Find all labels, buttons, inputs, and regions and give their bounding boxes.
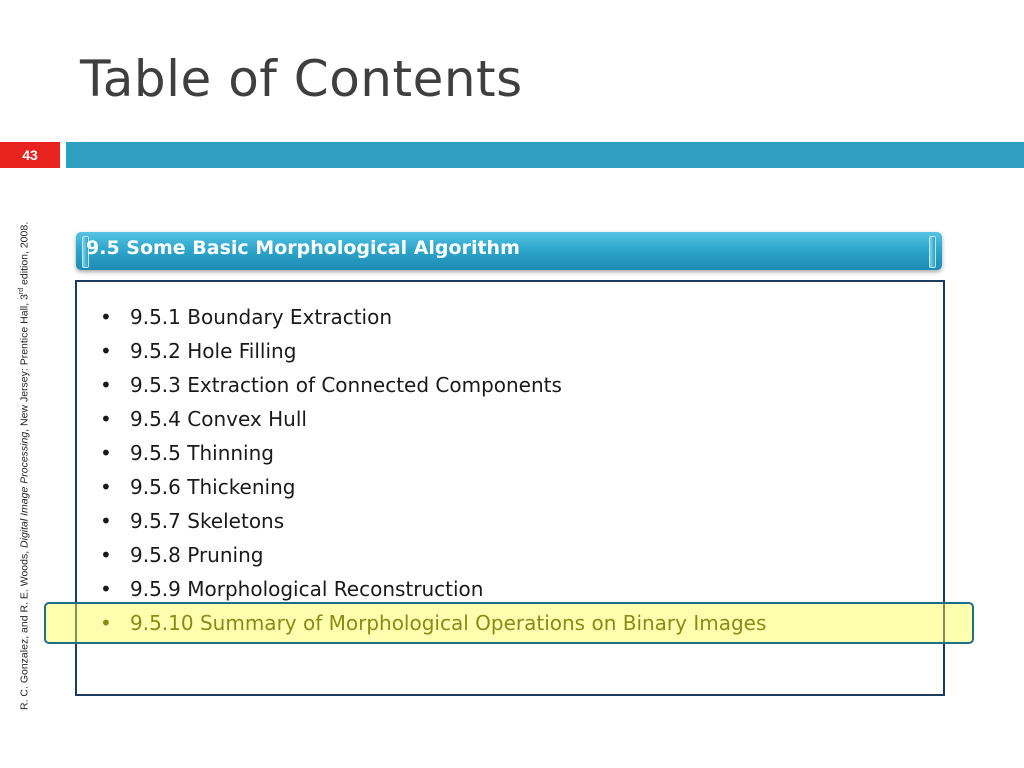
credit-suffix: edition, 2008. [18,221,31,288]
credit-prefix: R. C. Gonzalez, and R. E. Woods, [18,547,31,710]
bullet-icon: • [100,577,112,601]
bullet-icon: • [100,611,112,635]
bullet-icon: • [100,441,112,465]
page-number-badge: 43 [0,142,60,168]
bullet-icon: • [100,475,112,499]
toc-item-label: 9.5.9 Morphological Reconstruction [130,577,484,601]
credit-book-title: Digital Image Processing [18,431,31,548]
toc-item [100,572,766,606]
section-heading: 9.5 Some Basic Morphological Algorithm [86,237,520,259]
toc-item-label: 9.5.8 Pruning [130,543,264,567]
toc-item [100,300,766,334]
toc-item [100,538,766,572]
toc-item-label: 9.5.6 Thickening [130,475,296,499]
toc-item-label: 9.5.3 Extraction of Connected Components [130,373,562,397]
toc-item-label: 9.5.7 Skeletons [130,509,285,533]
toc-item [100,334,766,368]
citation-credit [18,222,31,710]
toc-item-label: 9.5.4 Convex Hull [130,407,307,431]
toc-item-highlighted [100,606,766,640]
toc-item [100,504,766,538]
bullet-icon: • [100,407,112,431]
header-right-cap [929,236,936,268]
toc-item-label: 9.5.1 Boundary Extraction [130,305,393,329]
toc-item-label: 9.5.2 Hole Filling [130,339,297,363]
toc-item [100,436,766,470]
bullet-icon: • [100,373,112,397]
bullet-icon: • [100,339,112,363]
section-header [76,232,942,270]
credit-middle: , New Jersey: Prentice Hall, 3 [18,294,31,432]
toc-item [100,402,766,436]
slide-title: Table of Contents [80,50,523,108]
bullet-icon: • [100,305,112,329]
toc-item [100,368,766,402]
toc-item [100,470,766,504]
credit-ordinal: rd [18,287,25,295]
bullet-icon: • [100,509,112,533]
bullet-icon: • [100,543,112,567]
accent-bar [66,142,1024,168]
toc-list [100,300,766,640]
toc-item-label: 9.5.5 Thinning [130,441,274,465]
toc-item-label: 9.5.10 Summary of Morphological Operations on Binary Images [130,611,767,635]
